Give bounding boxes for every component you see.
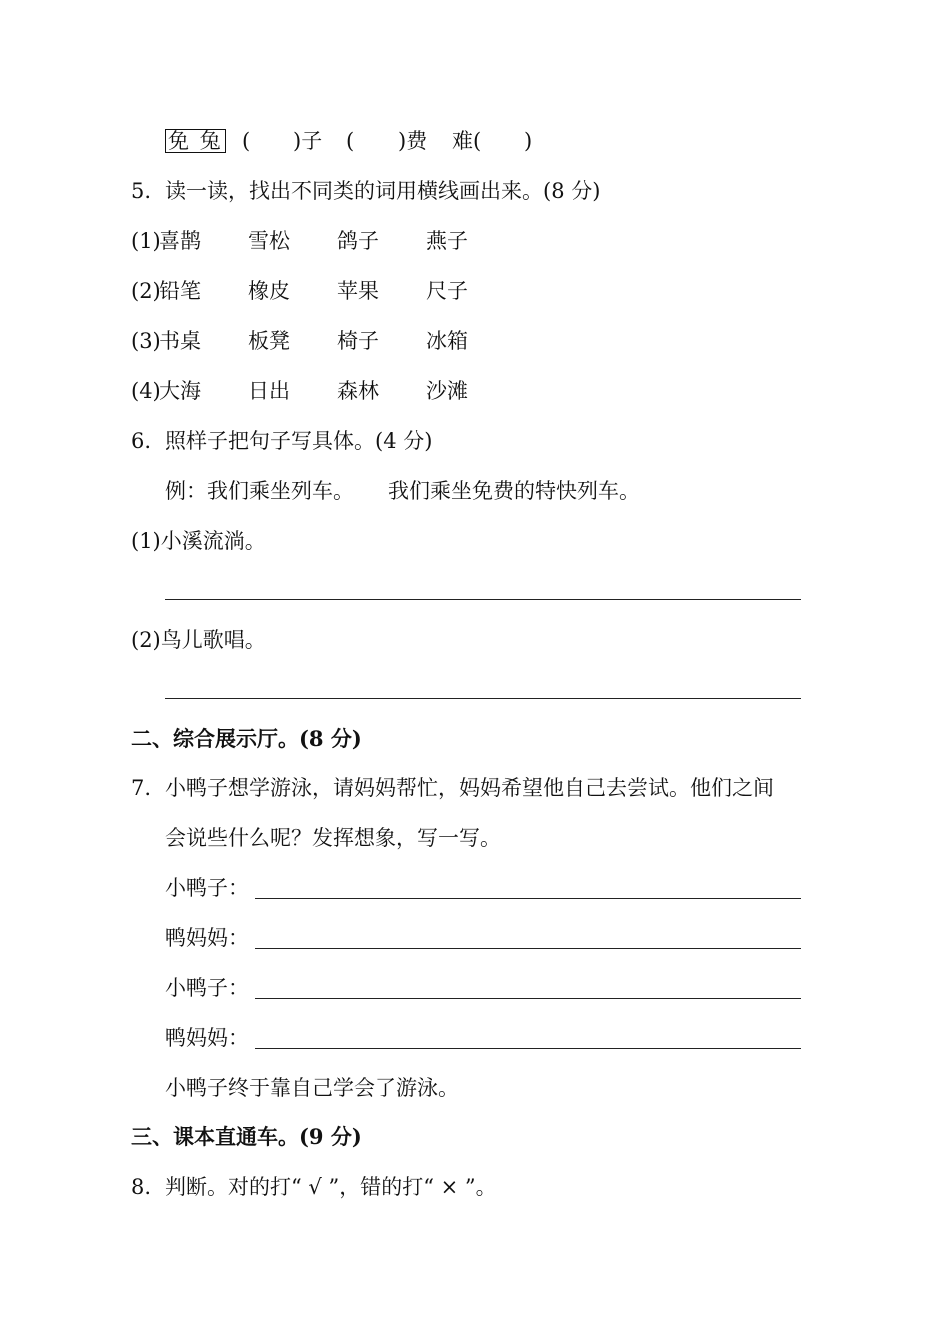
q7-speaker-4: 鸭妈妈： (165, 1026, 249, 1050)
q7-speaker-1: 小鸭子： (165, 876, 249, 900)
q4-item2-open: ( (346, 129, 355, 153)
q7-answer-line-2[interactable] (255, 948, 801, 949)
q5-word[interactable]: 沙滩 (426, 379, 468, 403)
q7-speaker-3: 小鸭子： (165, 976, 249, 1000)
q6-answer-line-2[interactable] (165, 698, 801, 699)
section3-title: 三、课本直通车。(9 分) (131, 1124, 362, 1149)
q4-item3-close: ) (524, 129, 533, 153)
q5-word[interactable]: 橡皮 (248, 279, 290, 303)
q7-prompt-line1: 小鸭子想学游泳，请妈妈帮忙，妈妈希望他自己去尝试。他们之间 (165, 776, 774, 800)
q5-word[interactable]: 喜鹊 (159, 229, 201, 253)
q8-number: 8. (131, 1175, 152, 1199)
q5-word[interactable]: 雪松 (248, 229, 290, 253)
q5-word[interactable]: 冰箱 (426, 329, 468, 353)
q5-row-label: (3) (131, 329, 161, 353)
q7-number: 7. (131, 776, 152, 800)
q7-answer-line-4[interactable] (255, 1048, 801, 1049)
q5-word[interactable]: 椅子 (337, 329, 379, 353)
q5-word[interactable]: 尺子 (426, 279, 468, 303)
q6-answer-line-1[interactable] (165, 599, 801, 600)
q6-prompt: 照样子把句子写具体。(4 分) (165, 429, 433, 453)
q5-word[interactable]: 鸽子 (337, 229, 379, 253)
q4-item1-close: )子 (293, 129, 323, 153)
section2-title: 二、综合展示厅。(8 分) (131, 726, 362, 751)
q4-item1-open: ( (242, 129, 251, 153)
q5-word[interactable]: 大海 (159, 379, 201, 403)
q5-word[interactable]: 板凳 (248, 329, 290, 353)
q5-row-label: (1) (131, 229, 161, 253)
q4-tail-line (165, 121, 226, 161)
q5-word[interactable]: 森林 (337, 379, 379, 403)
q4-item2-close: )费 (398, 129, 428, 153)
q7-answer-line-1[interactable] (255, 898, 801, 899)
q7-answer-line-3[interactable] (255, 998, 801, 999)
q5-row-label: (4) (131, 379, 161, 403)
q5-row-label: (2) (131, 279, 161, 303)
q6-item1: (1)小溪流淌。 (131, 529, 266, 553)
q8-prompt: 判断。对的打“ √ ”，错的打“ × ”。 (165, 1175, 497, 1199)
q5-word[interactable]: 苹果 (337, 279, 379, 303)
q7-speaker-2: 鸭妈妈： (165, 926, 249, 950)
q4-item3: 难( (452, 129, 482, 153)
q5-prompt: 读一读，找出不同类的词用横线画出来。(8 分) (165, 179, 601, 203)
q6-example-a: 例：我们乘坐列车。 (165, 479, 354, 503)
q5-word[interactable]: 铅笔 (159, 279, 201, 303)
q7-ending: 小鸭子终于靠自己学会了游泳。 (165, 1076, 459, 1100)
q6-number: 6. (131, 429, 152, 453)
boxed-chars: 免 兔 (165, 129, 226, 153)
q5-word[interactable]: 书桌 (159, 329, 201, 353)
q6-example-b: 我们乘坐免费的特快列车。 (388, 479, 640, 503)
q6-item2: (2)鸟儿歌唱。 (131, 628, 266, 652)
q7-prompt-line2: 会说些什么呢？发挥想象，写一写。 (165, 826, 501, 850)
q5-number: 5. (131, 179, 152, 203)
q5-word[interactable]: 日出 (248, 379, 290, 403)
q5-word[interactable]: 燕子 (426, 229, 468, 253)
